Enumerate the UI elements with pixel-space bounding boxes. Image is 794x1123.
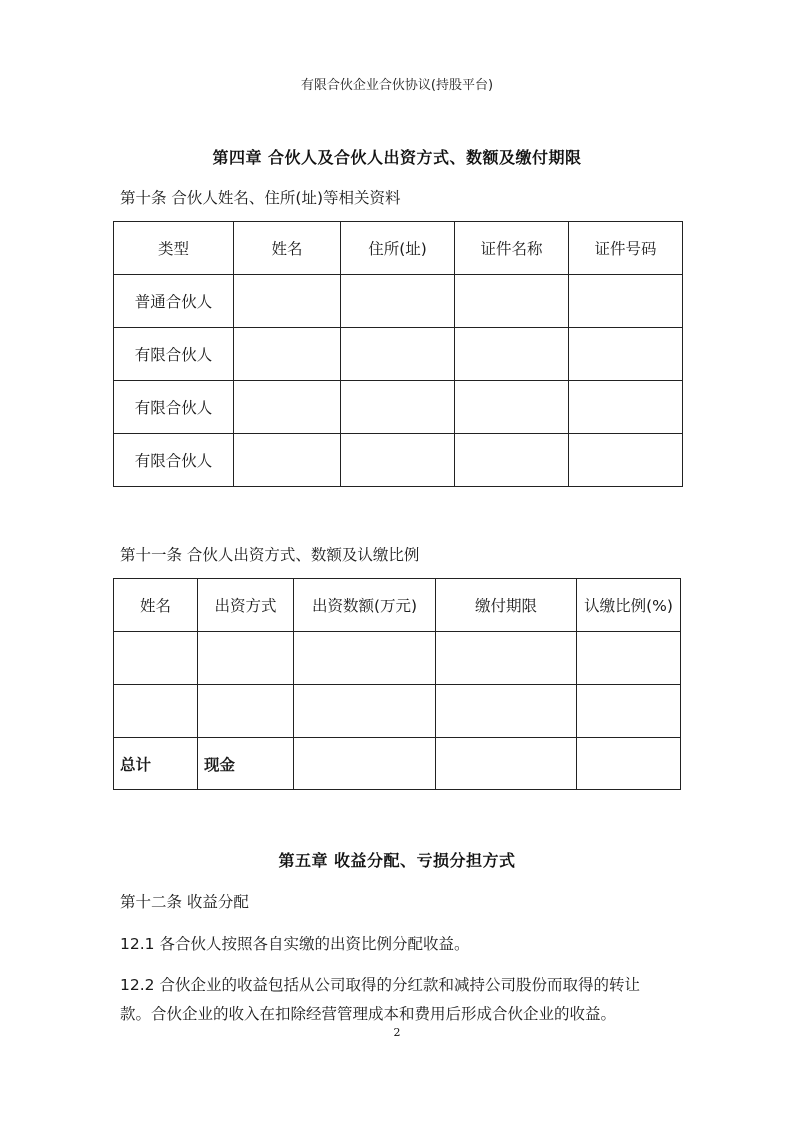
column-header: 出资方式 xyxy=(198,579,294,632)
table-cell xyxy=(294,632,436,685)
table-cell xyxy=(569,275,683,328)
table-row xyxy=(114,434,683,487)
table-cell xyxy=(436,738,577,790)
table-cell xyxy=(577,738,681,790)
article-12-title: 第十二条 收益分配 xyxy=(120,893,249,911)
partner-info-table xyxy=(113,221,683,487)
column-header: 认缴比例(%) xyxy=(577,579,681,632)
table-cell xyxy=(234,275,341,328)
partner-type-cell: 有限合伙人 xyxy=(114,328,234,381)
table-row xyxy=(114,632,681,685)
clause-12-2-line-2: 款。合伙企业的收入在扣除经营管理成本和费用后形成合伙企业的收益。 xyxy=(120,1005,617,1023)
table-cell xyxy=(577,632,681,685)
contribution-table xyxy=(113,578,681,790)
table-cell xyxy=(234,328,341,381)
total-label-cell: 总计 xyxy=(114,738,198,790)
table-cell xyxy=(234,381,341,434)
table-cell xyxy=(341,275,455,328)
table-header-row xyxy=(114,222,683,275)
table-row xyxy=(114,685,681,738)
table-cell xyxy=(294,738,436,790)
table-cell xyxy=(341,434,455,487)
clause-12-2-line-1: 12.2 合伙企业的收益包括从公司取得的分红款和减持公司股份而取得的转让 xyxy=(120,976,640,994)
table-row xyxy=(114,328,683,381)
chapter-4-title: 第四章 合伙人及合伙人出资方式、数额及缴付期限 xyxy=(212,148,582,167)
table-row xyxy=(114,381,683,434)
table-row xyxy=(114,275,683,328)
table-cell xyxy=(198,632,294,685)
article-10-title: 第十条 合伙人姓名、住所(址)等相关资料 xyxy=(120,189,401,207)
column-header: 证件名称 xyxy=(455,222,569,275)
table-cell xyxy=(341,381,455,434)
clause-12-1: 12.1 各合伙人按照各自实缴的出资比例分配收益。 xyxy=(120,935,470,953)
table-cell xyxy=(341,328,455,381)
table-cell xyxy=(234,434,341,487)
table-cell xyxy=(114,685,198,738)
table-cell xyxy=(436,685,577,738)
table-cell xyxy=(455,328,569,381)
table-cell xyxy=(455,381,569,434)
column-header: 缴付期限 xyxy=(436,579,577,632)
payment-method-cell: 现金 xyxy=(198,738,294,790)
column-header: 类型 xyxy=(114,222,234,275)
table-cell xyxy=(294,685,436,738)
column-header: 出资数额(万元) xyxy=(294,579,436,632)
chapter-5-title: 第五章 收益分配、亏损分担方式 xyxy=(278,851,516,870)
table-cell xyxy=(436,632,577,685)
table-cell xyxy=(569,434,683,487)
partner-type-cell: 有限合伙人 xyxy=(114,434,234,487)
table-cell xyxy=(455,275,569,328)
document-header: 有限合伙企业合伙协议(持股平台) xyxy=(300,78,494,93)
table-cell xyxy=(455,434,569,487)
column-header: 证件号码 xyxy=(569,222,683,275)
table-cell xyxy=(569,381,683,434)
table-cell xyxy=(198,685,294,738)
total-row xyxy=(114,738,681,790)
article-11-title: 第十一条 合伙人出资方式、数额及认缴比例 xyxy=(120,546,420,564)
partner-type-cell: 普通合伙人 xyxy=(114,275,234,328)
partner-type-cell: 有限合伙人 xyxy=(114,381,234,434)
column-header: 住所(址) xyxy=(341,222,455,275)
table-cell xyxy=(569,328,683,381)
table-cell xyxy=(114,632,198,685)
page-number: 2 xyxy=(393,1026,401,1039)
column-header: 姓名 xyxy=(114,579,198,632)
column-header: 姓名 xyxy=(234,222,341,275)
table-cell xyxy=(577,685,681,738)
table-header-row xyxy=(114,579,681,632)
